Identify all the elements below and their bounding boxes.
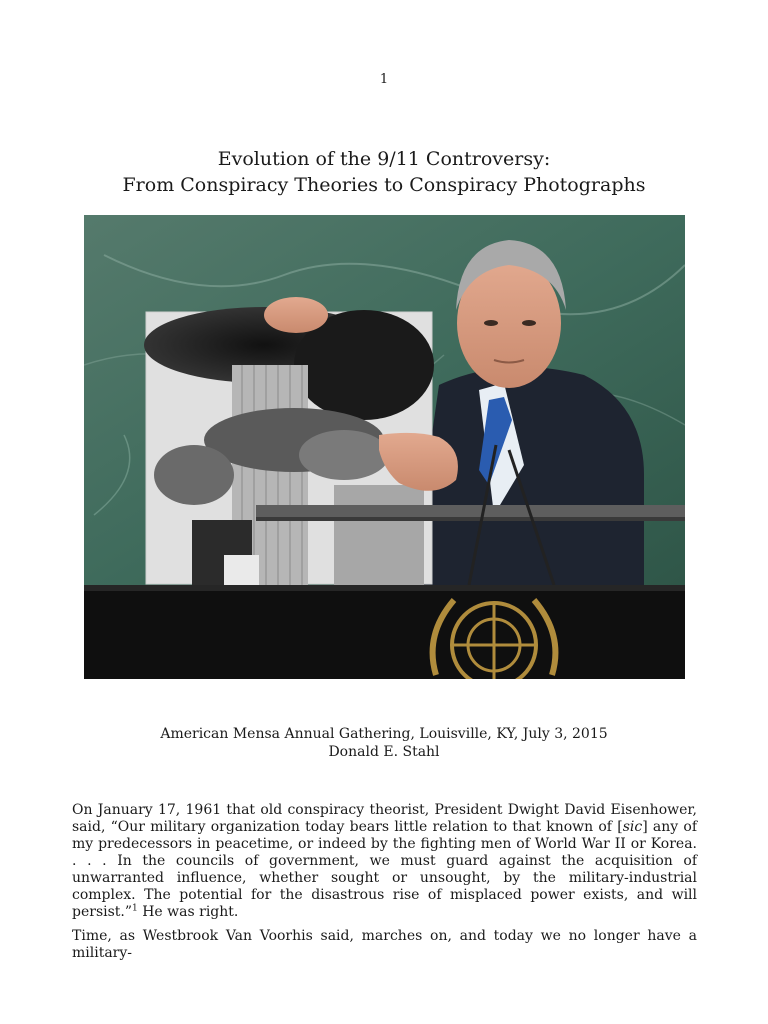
- sic-mark: sic: [622, 819, 643, 835]
- title-line-2: From Conspiracy Theories to Conspiracy Photographs: [122, 174, 646, 196]
- cover-photograph: [84, 215, 685, 679]
- event-line: American Mensa Annual Gathering, Louisville, KY, July 3, 2015: [160, 726, 608, 742]
- byline: [0, 725, 768, 761]
- title-line-1: Evolution of the 9/11 Controversy:: [217, 148, 551, 170]
- paragraph-2: Time, as Westbrook Van Voorhis said, marches on, and today we no longer have a military-: [72, 928, 697, 961]
- author-name: Donald E. Stahl: [328, 744, 440, 760]
- paragraph-1-end: He was right.: [137, 904, 239, 920]
- document-title: [0, 146, 768, 198]
- paragraph-1-text-cont: ] any of my predecessors in peacetime, or indeed by the fighting men of World War II or Korea. . . . In the councils of government, we must guard against the acquisition of unwarranted influence, whether sought or unsought, by the military-industrial complex. The potential for the disastrous rise of misplaced power exists, and will persist.”: [72, 819, 697, 920]
- paragraph-1: [72, 802, 697, 921]
- footnote-ref-1[interactable]: 1: [132, 903, 138, 914]
- page-number: 1: [379, 72, 389, 87]
- paragraph-1-text: On January 17, 1961 that old conspiracy theorist, President Dwight David Eisenhower, said, “Our military organization today bears little relation to that known of [: [72, 802, 697, 835]
